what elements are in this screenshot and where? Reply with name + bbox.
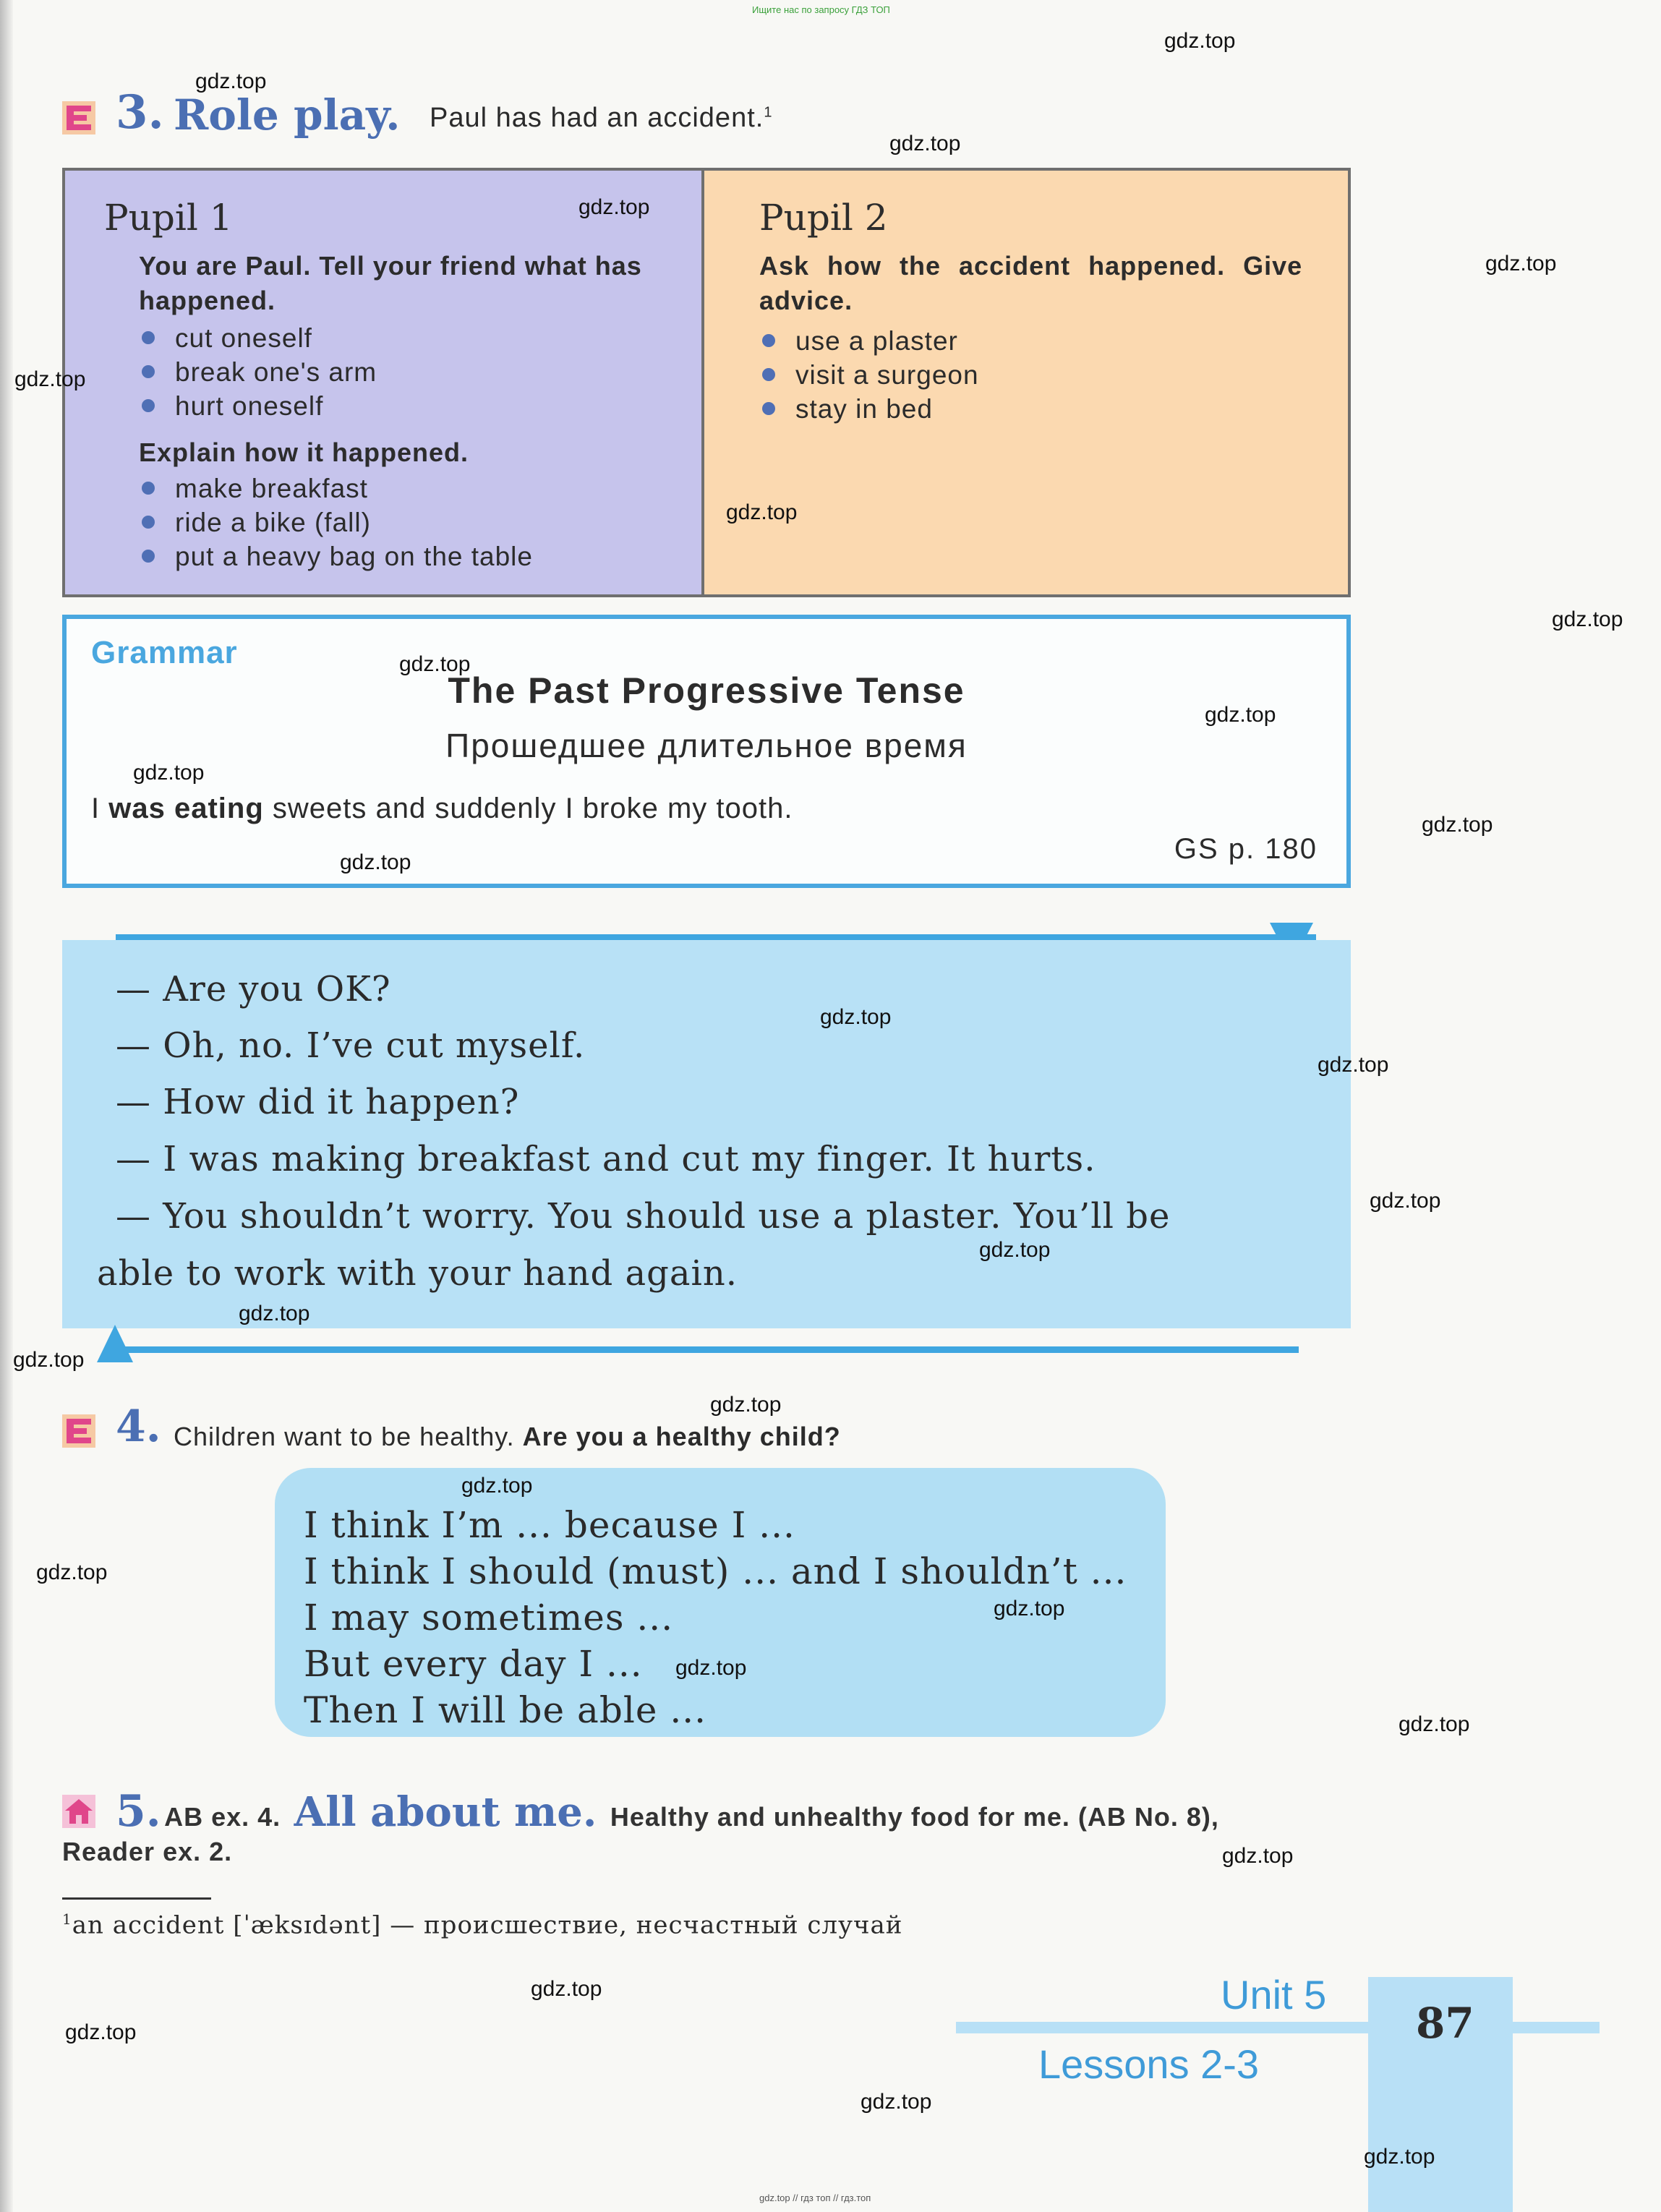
bubble-line: I think I should (must) ... and I shouldn’t ... (304, 1550, 1127, 1592)
watermark: gdz.top (710, 1393, 782, 1417)
lessons-label: Lessons 2-3 (1038, 2041, 1260, 2087)
house-icon (62, 1795, 95, 1828)
list-item: make breakfast (139, 471, 533, 505)
watermark: gdz.top (979, 1238, 1051, 1262)
watermark: gdz.top (399, 652, 471, 676)
bullet-icon (762, 368, 775, 381)
list-item: hurt oneself (139, 389, 377, 423)
watermark: gdz.top (889, 132, 961, 155)
list-item: break one's arm (139, 355, 377, 389)
list-item: ride a bike (fall) (139, 505, 533, 539)
exercise3-title: Role play. (174, 90, 401, 140)
exercise3-subtitle: Paul has had an accident.$^1$ (430, 103, 773, 133)
page-number: 87 (1416, 1999, 1474, 2048)
watermark: gdz.top (1552, 607, 1623, 631)
bullet-icon (762, 334, 775, 347)
pupil1-title: Pupil 1 (104, 197, 233, 239)
footnote-rule (62, 1897, 211, 1900)
pupil2-card (701, 168, 1351, 597)
watermark: gdz.top (340, 850, 411, 874)
bullet-icon (142, 516, 155, 529)
header-note: Ищите нас по запросу ГДЗ ТОП (752, 4, 890, 15)
list-item: visit a surgeon (759, 358, 979, 392)
exercise-e-icon (62, 1414, 95, 1448)
watermark: gdz.top (675, 1656, 747, 1680)
list-item: put a heavy bag on the table (139, 539, 533, 573)
bullet-icon (142, 482, 155, 495)
list-item: cut oneself (139, 321, 377, 355)
watermark: gdz.top (726, 500, 798, 524)
watermark: gdz.top (994, 1597, 1065, 1620)
watermark: gdz.top (133, 761, 205, 785)
watermark: gdz.top (861, 2090, 932, 2114)
bubble-line: I think I’m ... because I ... (304, 1504, 795, 1546)
watermark: gdz.top (14, 367, 86, 391)
pupil1-instruction: You are Paul. Tell your friend what has happened. (139, 251, 642, 315)
bullet-icon (762, 402, 775, 415)
grammar-example: I was eating sweets and suddenly I broke my tooth. (91, 793, 793, 824)
watermark: gdz.top (1370, 1189, 1441, 1213)
watermark: gdz.top (461, 1474, 533, 1498)
watermark: gdz.top (1485, 252, 1557, 276)
bubble-line: I may sometimes ... (304, 1597, 674, 1639)
pupil2-title: Pupil 2 (759, 197, 888, 239)
watermark: gdz.top (1422, 813, 1493, 837)
bullet-icon (142, 399, 155, 412)
watermark: gdz.top (820, 1005, 892, 1029)
exercise4-text: Children want to be healthy. Are you a healthy child? (174, 1422, 841, 1451)
footnote: $^1$an accident [ˈæksɪdənt] — происшествие, несчастный случай (62, 1910, 903, 1940)
pupil1-instruction2: Explain how it happened. (139, 437, 469, 467)
exercise5-line: 5. AB ex. 4. All about me. Healthy and unhealthy food for me. (AB No. 8), (116, 1786, 1219, 1837)
watermark: gdz.top (531, 1977, 602, 2001)
grammar-russian: Прошедшее длительное время (445, 727, 968, 764)
triangle-up-icon (97, 1325, 133, 1362)
dialog-line: — You shouldn’t worry. You should use a plaster. You’ll be (116, 1196, 1171, 1237)
watermark: gdz.top (578, 195, 650, 219)
page-edge (0, 0, 13, 2212)
footer-note: gdz.top // гдз топ // гдз.топ (759, 2192, 871, 2203)
dialog-line: — How did it happen? (116, 1082, 520, 1122)
grammar-box (62, 615, 1351, 888)
dialog-line: — Oh, no. I’ve cut myself. (116, 1025, 586, 1066)
exercise4-number: 4. (116, 1401, 161, 1452)
watermark: gdz.top (65, 2020, 137, 2044)
exercise5-line2: Reader ex. 2. (62, 1837, 233, 1866)
exercise-e-icon (62, 101, 95, 134)
bullet-icon (142, 365, 155, 378)
grammar-reference: GS p. 180 (1174, 833, 1318, 865)
dialog-line: — I was making breakfast and cut my finger. It hurts. (116, 1139, 1096, 1179)
watermark: gdz.top (1205, 703, 1276, 727)
watermark: gdz.top (1222, 1844, 1294, 1868)
pupil2-list (759, 324, 979, 426)
list-item: stay in bed (759, 392, 979, 426)
bullet-icon (142, 550, 155, 563)
dialog-line: — Are you OK? (116, 969, 391, 1009)
bullet-icon (142, 331, 155, 344)
watermark: gdz.top (239, 1302, 310, 1325)
grammar-title: The Past Progressive Tense (448, 670, 965, 711)
pupil1-card (62, 168, 713, 597)
dialog-bottom-rule (116, 1346, 1299, 1353)
watermark: gdz.top (13, 1348, 85, 1372)
dialog-line: able to work with your hand again. (97, 1253, 738, 1294)
exercise3-number: 3. (116, 85, 164, 140)
bubble-line: But every day I ... (304, 1643, 643, 1685)
watermark: gdz.top (195, 69, 267, 93)
footnote-ref: 1 (764, 104, 773, 121)
list-item: use a plaster (759, 324, 979, 358)
pupil1-list (139, 321, 377, 423)
watermark: gdz.top (1164, 29, 1236, 53)
watermark: gdz.top (1399, 1712, 1470, 1736)
watermark: gdz.top (1364, 2145, 1435, 2169)
watermark: gdz.top (1318, 1053, 1389, 1077)
watermark: gdz.top (36, 1560, 108, 1584)
bubble-line: Then I will be able ... (304, 1689, 707, 1731)
grammar-label: Grammar (91, 635, 238, 670)
pupil1-list2 (139, 471, 533, 573)
pupil2-instruction: Ask how the accident happened. Give advice. (759, 251, 1303, 315)
unit-label: Unit 5 (1221, 1972, 1327, 2017)
